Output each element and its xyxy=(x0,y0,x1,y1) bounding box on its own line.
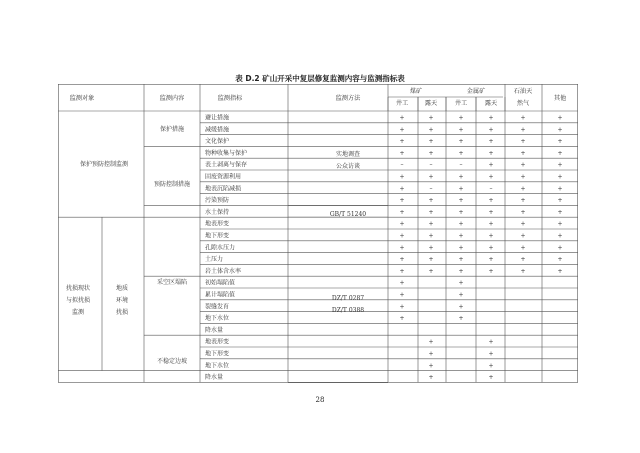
header-indicator: 监测指标 xyxy=(217,95,243,102)
applicable-mark: + xyxy=(557,232,563,240)
applicable-mark: + xyxy=(399,279,405,287)
applicable-mark: + xyxy=(458,197,464,205)
method-survey-1: 实地调查 xyxy=(335,151,361,158)
applicable-mark: + xyxy=(458,303,464,311)
applicable-mark: + xyxy=(458,279,464,287)
indicator-cell: 地表沉陷减损 xyxy=(205,185,242,193)
table-caption: 表 D.2 矿山开采中复层修复监测内容与监测指标表 xyxy=(235,74,405,83)
applicable-mark: + xyxy=(520,149,526,157)
applicable-mark: + xyxy=(520,208,526,216)
applicable-mark: + xyxy=(488,173,494,181)
applicable-mark: + xyxy=(520,138,526,146)
object-disturb-3: 监测 xyxy=(71,309,85,316)
applicable-mark: + xyxy=(428,138,434,146)
not-applicable-mark: – xyxy=(400,161,404,169)
applicable-mark: + xyxy=(557,114,563,122)
applicable-mark: + xyxy=(458,315,464,323)
applicable-mark: + xyxy=(488,197,494,205)
applicable-mark: + xyxy=(428,232,434,240)
indicator-cell: 降水量 xyxy=(205,374,224,382)
indicator-cell: 降水量 xyxy=(205,326,224,334)
applicable-mark: + xyxy=(399,256,405,264)
applicable-mark: + xyxy=(458,232,464,240)
header-metal-openpit: 露天 xyxy=(484,100,498,107)
content-protect-measures: 保护措施 xyxy=(159,126,185,133)
applicable-mark: + xyxy=(458,244,464,252)
indicator-cell: 污染预防 xyxy=(205,197,230,205)
applicable-mark: + xyxy=(428,149,434,157)
applicable-mark: + xyxy=(488,220,494,228)
indicator-cell: 表土剥离与保存 xyxy=(205,161,248,169)
applicable-mark: + xyxy=(458,114,464,122)
applicable-mark: + xyxy=(488,232,494,240)
object-geo-1: 地质 xyxy=(115,285,129,292)
method-gbt: GB/T 51240 xyxy=(329,211,367,218)
applicable-mark: + xyxy=(520,256,526,264)
applicable-mark: + xyxy=(557,256,563,264)
indicator-cell: 土压力 xyxy=(205,256,224,264)
indicator-cell: 地表形变 xyxy=(205,220,230,228)
applicable-mark: + xyxy=(428,256,434,264)
applicable-mark: + xyxy=(399,220,405,228)
header-coal: 煤矿 xyxy=(409,88,423,95)
indicator-cell: 地表形变 xyxy=(205,338,230,346)
object-disturb-1: 扰损现状 xyxy=(65,285,91,292)
applicable-mark: + xyxy=(520,244,526,252)
applicable-mark: + xyxy=(428,114,434,122)
applicable-mark: + xyxy=(428,267,434,275)
applicable-mark: + xyxy=(399,208,405,216)
method-dzt-1: DZ/T 0287 xyxy=(331,295,365,302)
applicable-mark: + xyxy=(488,208,494,216)
applicable-mark: + xyxy=(399,244,405,252)
applicable-mark: + xyxy=(428,220,434,228)
applicable-mark: + xyxy=(488,114,494,122)
applicable-mark: + xyxy=(458,220,464,228)
applicable-mark: + xyxy=(399,291,405,299)
applicable-mark: + xyxy=(557,161,563,169)
applicable-mark: + xyxy=(488,350,494,358)
header-method: 监测方法 xyxy=(335,95,361,102)
indicator-cell: 物种收集与保护 xyxy=(205,149,248,157)
applicable-mark: + xyxy=(488,338,494,346)
applicable-mark: + xyxy=(399,232,405,240)
indicator-cell: 地下形变 xyxy=(205,232,230,240)
header-object: 监测对象 xyxy=(69,95,95,102)
applicable-mark: + xyxy=(399,149,405,157)
content-prevent-measures: 预防控制措施 xyxy=(153,181,191,188)
applicable-mark: + xyxy=(557,126,563,134)
applicable-mark: + xyxy=(458,126,464,134)
indicator-cell: 地下水位 xyxy=(205,362,230,370)
indicator-cell: 水土保持 xyxy=(205,208,230,216)
header-coal-underground: 井工 xyxy=(395,100,409,107)
applicable-mark: + xyxy=(520,232,526,240)
header-other: 其他 xyxy=(553,95,567,102)
indicator-cell: 地下水位 xyxy=(205,315,230,323)
not-applicable-mark: – xyxy=(459,161,463,169)
applicable-mark: + xyxy=(488,138,494,146)
applicable-mark: + xyxy=(488,256,494,264)
applicable-mark: + xyxy=(520,220,526,228)
indicator-cell: 减缓措施 xyxy=(205,126,230,134)
applicable-mark: + xyxy=(428,374,434,382)
applicable-mark: + xyxy=(520,267,526,275)
applicable-mark: + xyxy=(399,138,405,146)
applicable-mark: + xyxy=(458,138,464,146)
content-unstable-slope: 不稳定边坡 xyxy=(156,358,188,365)
applicable-mark: + xyxy=(458,185,464,193)
applicable-mark: + xyxy=(399,114,405,122)
method-survey-2: 公众访谈 xyxy=(335,163,361,170)
applicable-mark: + xyxy=(428,197,434,205)
applicable-mark: + xyxy=(399,315,405,323)
header-content: 监测内容 xyxy=(159,95,185,102)
indicator-cell: 避让措施 xyxy=(205,114,230,122)
applicable-mark: + xyxy=(428,126,434,134)
object-protect: 保护预防控制监测 xyxy=(79,161,129,168)
page-number: 28 xyxy=(315,396,325,404)
object-disturb-2: 与拟扰损 xyxy=(65,297,91,304)
applicable-mark: + xyxy=(428,338,434,346)
applicable-mark: + xyxy=(399,303,405,311)
applicable-mark: + xyxy=(458,149,464,157)
applicable-mark: + xyxy=(488,362,494,370)
applicable-mark: + xyxy=(557,185,563,193)
applicable-mark: + xyxy=(399,197,405,205)
object-geo-3: 扰损 xyxy=(115,309,129,316)
applicable-mark: + xyxy=(557,149,563,157)
applicable-mark: + xyxy=(399,173,405,181)
header-metal: 金属矿 xyxy=(466,88,486,95)
applicable-mark: + xyxy=(428,362,434,370)
applicable-mark: + xyxy=(399,126,405,134)
applicable-mark: + xyxy=(557,244,563,252)
content-goaf: 采空区塌陷 xyxy=(156,279,188,286)
applicable-mark: + xyxy=(488,244,494,252)
indicator-cell: 地下形变 xyxy=(205,350,230,358)
applicable-mark: + xyxy=(458,267,464,275)
indicator-cell: 初始塌陷值 xyxy=(205,279,236,287)
applicable-mark: + xyxy=(458,291,464,299)
indicator-cell: 裂缝发育 xyxy=(205,303,230,311)
not-applicable-mark: – xyxy=(489,185,493,193)
applicable-mark: + xyxy=(520,114,526,122)
applicable-mark: + xyxy=(557,138,563,146)
applicable-mark: + xyxy=(428,350,434,358)
applicable-mark: + xyxy=(488,161,494,169)
monitoring-table xyxy=(58,84,578,387)
applicable-mark: + xyxy=(520,161,526,169)
applicable-mark: + xyxy=(557,208,563,216)
object-geo-2: 环境 xyxy=(115,297,129,304)
applicable-mark: + xyxy=(520,185,526,193)
applicable-mark: + xyxy=(488,149,494,157)
applicable-mark: + xyxy=(458,256,464,264)
method-dzt-2: DZ/T 0388 xyxy=(331,307,365,314)
header-oilgas-1: 石油天 xyxy=(513,88,533,95)
applicable-mark: + xyxy=(488,126,494,134)
not-applicable-mark: – xyxy=(429,185,433,193)
applicable-mark: + xyxy=(520,197,526,205)
applicable-mark: + xyxy=(428,173,434,181)
not-applicable-mark: – xyxy=(429,161,433,169)
indicator-cell: 岩土体含水率 xyxy=(205,267,242,275)
indicator-cell: 累计塌陷值 xyxy=(205,291,236,299)
applicable-mark: + xyxy=(557,197,563,205)
indicator-cell: 文化保护 xyxy=(205,138,230,146)
indicator-cell: 孔隙水压力 xyxy=(205,244,236,252)
header-oilgas-2: 然气 xyxy=(516,100,530,107)
applicable-mark: + xyxy=(557,220,563,228)
applicable-mark: + xyxy=(488,267,494,275)
header-coal-openpit: 露天 xyxy=(424,100,438,107)
applicable-mark: + xyxy=(557,173,563,181)
applicable-mark: + xyxy=(428,244,434,252)
applicable-mark: + xyxy=(428,208,434,216)
indicator-cell: 固废资源利用 xyxy=(205,173,242,181)
applicable-mark: + xyxy=(458,173,464,181)
applicable-mark: + xyxy=(399,185,405,193)
applicable-mark: + xyxy=(488,374,494,382)
applicable-mark: + xyxy=(557,267,563,275)
applicable-mark: + xyxy=(520,126,526,134)
applicable-mark: + xyxy=(458,208,464,216)
header-metal-underground: 井工 xyxy=(454,100,468,107)
applicable-mark: + xyxy=(520,173,526,181)
applicable-mark: + xyxy=(399,267,405,275)
